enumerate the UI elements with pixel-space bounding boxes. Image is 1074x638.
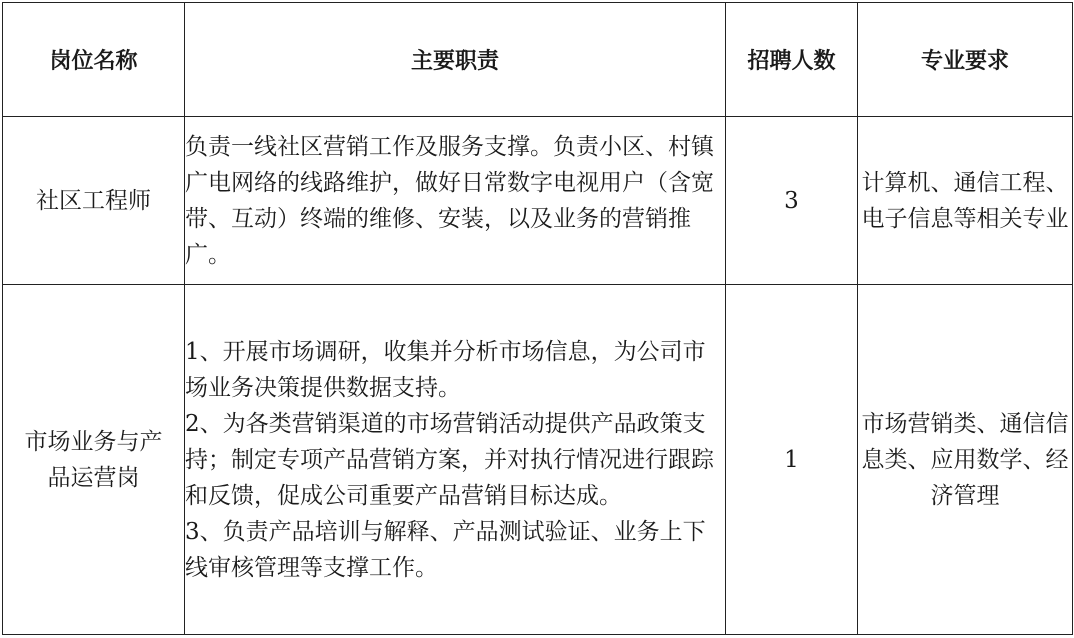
header-requirements: 专业要求 [858,3,1073,117]
position-name: 市场业务与产品运营岗 [3,285,185,635]
major-requirements [858,117,1073,285]
requirements-text: 计算机、通信工程、电子信息等相关专业 [861,169,1069,232]
duty-item-3: 3、负责产品培训与解释、产品测试验证、业务上下线审核管理等支撑工作。 [185,518,706,581]
hire-count: 1 [726,285,858,635]
header-count: 招聘人数 [726,3,858,117]
duty-item-1: 1、开展市场调研，收集并分析市场信息，为公司市场业务决策提供数据支持。 [185,338,706,401]
table-row [3,117,1073,285]
hire-count: 3 [726,117,858,285]
duties-cell [185,285,726,635]
header-position: 岗位名称 [3,3,185,117]
requirements-text: 市场营销类、通信信息类、应用数学、经济管理 [861,410,1069,509]
duty-paragraph: 负责一线社区营销工作及服务支撑。负责小区、村镇广电网络的线路维护，做好日常数字电视用户（含宽带、互动）终端的维修、安装，以及业务的营销推广。 [185,133,714,268]
table-row [3,285,1073,635]
position-name: 社区工程师 [3,117,185,285]
duty-item-2: 2、为各类营销渠道的市场营销活动提供产品政策支持；制定专项产品营销方案，并对执行情况进行跟踪和反馈，促成公司重要产品营销目标达成。 [185,410,714,509]
table-header-row [3,3,1073,117]
recruitment-table [2,2,1073,635]
duties-cell [185,117,726,285]
major-requirements [858,285,1073,635]
header-duties: 主要职责 [185,3,726,117]
